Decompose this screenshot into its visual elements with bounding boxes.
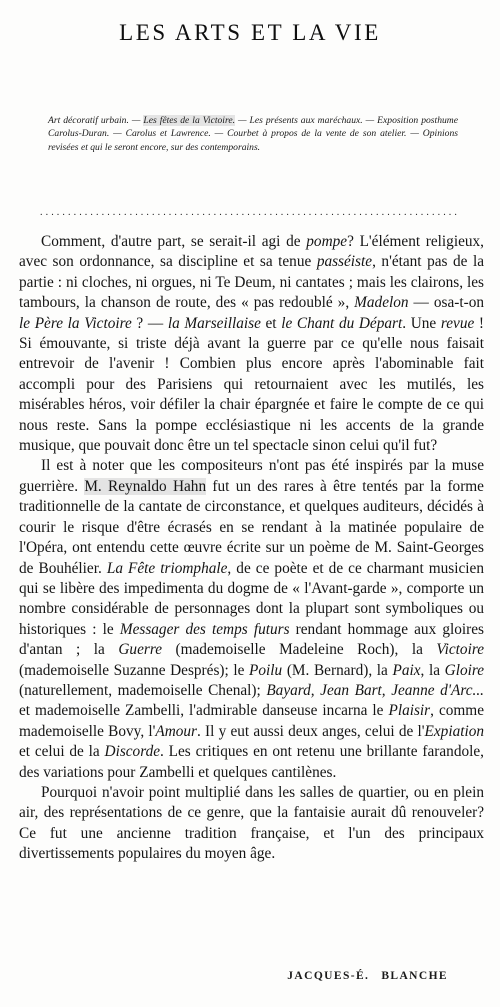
- text-run: (mademoiselle Madeleine Roch), la: [162, 641, 437, 659]
- text-run: ! Si émouvante, si triste déjà avant la guerre par ce qu'elle nous faisait entrevoir de l'avenir ! Combien plus encore après l'abominable fait accompli pour des Parisiens qui retournaient avec les mutilés, les misérables héros, voir défiler la chair épargnée et faire le compte de ce qui nous reste. Sans la pompe ecclésiastique ni les accents de la grande musique, que pouvait donc être un tel spectacle sinon celui qu'il fut?: [19, 314, 485, 455]
- italic-run: Messager des temps futurs: [119, 620, 290, 638]
- italic-run: La Fête triomphale: [106, 559, 228, 577]
- author-signature: [287, 970, 448, 982]
- italic-run: Discorde: [104, 743, 161, 761]
- text-run: fut un des rares à être tentés par la forme traditionnelle de la cantate de circonstance, et quelques auditeurs, décidés à courir le risque d'être écrasés en se rendant à la matinée populaire de l'Opéra, ont entendu cette œuvre écrite sur un poème de M. Saint-Georges de Bouhélier.: [19, 477, 484, 577]
- italic-run: revue: [440, 314, 475, 332]
- italic-run: passéiste: [316, 253, 373, 271]
- italic-run: Amour: [155, 722, 198, 740]
- text-run: , comme mademoiselle Bovy, l': [19, 702, 484, 740]
- paragraph-1: [19, 232, 484, 456]
- text-run: ? L'élément religieux, avec son ordonnance, sa discipline et sa tenue: [19, 233, 484, 271]
- signature-first: JACQUES-É.: [287, 970, 370, 982]
- text-run: ? —: [131, 314, 168, 332]
- text-run: rendant hommage aux gloires d'antan ; la: [19, 620, 484, 659]
- text-run: . Les critiques en ont retenu une brillante farandole, des variations pour Zambelli et quelques cantilènes.: [19, 743, 484, 781]
- article-summary: [48, 114, 458, 154]
- page-title: LES ARTS ET LA VIE: [119, 20, 381, 45]
- text-run: et: [260, 314, 282, 332]
- text-run: Il est à noter que les compositeurs n'ont pas été inspirés par la muse guerrière.: [19, 457, 484, 495]
- italic-run: le Chant du Départ: [281, 314, 403, 332]
- text-run: Comment, d'autre part, se serait-il agi de: [41, 233, 307, 250]
- text-run: , n'étant pas de la partie : ni cloches, ni orgues, ni Te Deum, ni cantates ; mais les clairons, les tambours, la chanson de route, des « pas redoublé »,: [19, 253, 485, 312]
- italic-run: Plaisir: [388, 702, 431, 720]
- text-run: (M. Bernard), la: [282, 661, 393, 679]
- text-run: et celui de la: [19, 743, 105, 761]
- italic-run: pompe: [306, 233, 348, 250]
- summary-part: Art décoratif urbain. —: [48, 115, 144, 126]
- italic-run: Poilu: [249, 661, 283, 679]
- text-run: (naturellement, mademoiselle Chenal);: [19, 681, 267, 699]
- text-run: . Il y eut aussi deux anges, celui de l': [197, 722, 425, 740]
- text-run: — osa-t-on: [408, 294, 484, 312]
- text-run: Pourquoi n'avoir point multiplié dans les salles de quartier, ou en plein air, des représentations de ce genre, que la fantaisie aurait dû renouveler? Ce fut une ancienne tradition française, et l'un des principaux divertissements populaires du moyen âge.: [19, 783, 484, 863]
- italic-run: le Père la Victoire: [19, 314, 132, 332]
- dotted-separator: ...........................................................................: [40, 207, 460, 218]
- italic-run: Madelon: [354, 294, 409, 312]
- text-run: , la: [420, 661, 445, 679]
- paragraph-2: [19, 456, 484, 783]
- summary-highlight: Les fêtes de la Victoire.: [143, 115, 235, 126]
- text-run: . Une: [402, 314, 441, 332]
- italic-run: la Marseillaise: [167, 314, 261, 332]
- italic-run: Guerre: [118, 641, 162, 659]
- signature-last: BLANCHE: [381, 970, 448, 982]
- article-body: [19, 232, 484, 865]
- italic-run: Victoire: [436, 641, 484, 659]
- highlighted-run: M. Reynaldo Hahn: [84, 477, 207, 495]
- paragraph-3: [19, 783, 484, 865]
- summary-part: — Les présents aux maréchaux. — Exposition posthume Carolus-Duran. — Carolus et Lawrence. — Courbet à propos de la vente de son atelier. — Opinions revisées et qui le seront encore, sur des contemporains.: [48, 115, 458, 153]
- italic-run: Gloire: [444, 661, 485, 679]
- italic-run: Expiation: [424, 722, 485, 740]
- italic-run: Paix: [392, 661, 421, 679]
- text-run: , de ce poète et de ce charmant musicien qui se libère des impedimenta du dogme de « l'Avant-garde », comporte un nombre considérable de personnages dont la plupart sont symboliques ou historiques : le: [19, 559, 484, 638]
- italic-run: Bayard, Jean Bart, Jeanne d'Arc...: [266, 681, 484, 699]
- text-run: (mademoiselle Suzanne Després); le: [19, 661, 250, 679]
- text-run: et mademoiselle Zambelli, l'admirable danseuse incarna le: [19, 702, 389, 720]
